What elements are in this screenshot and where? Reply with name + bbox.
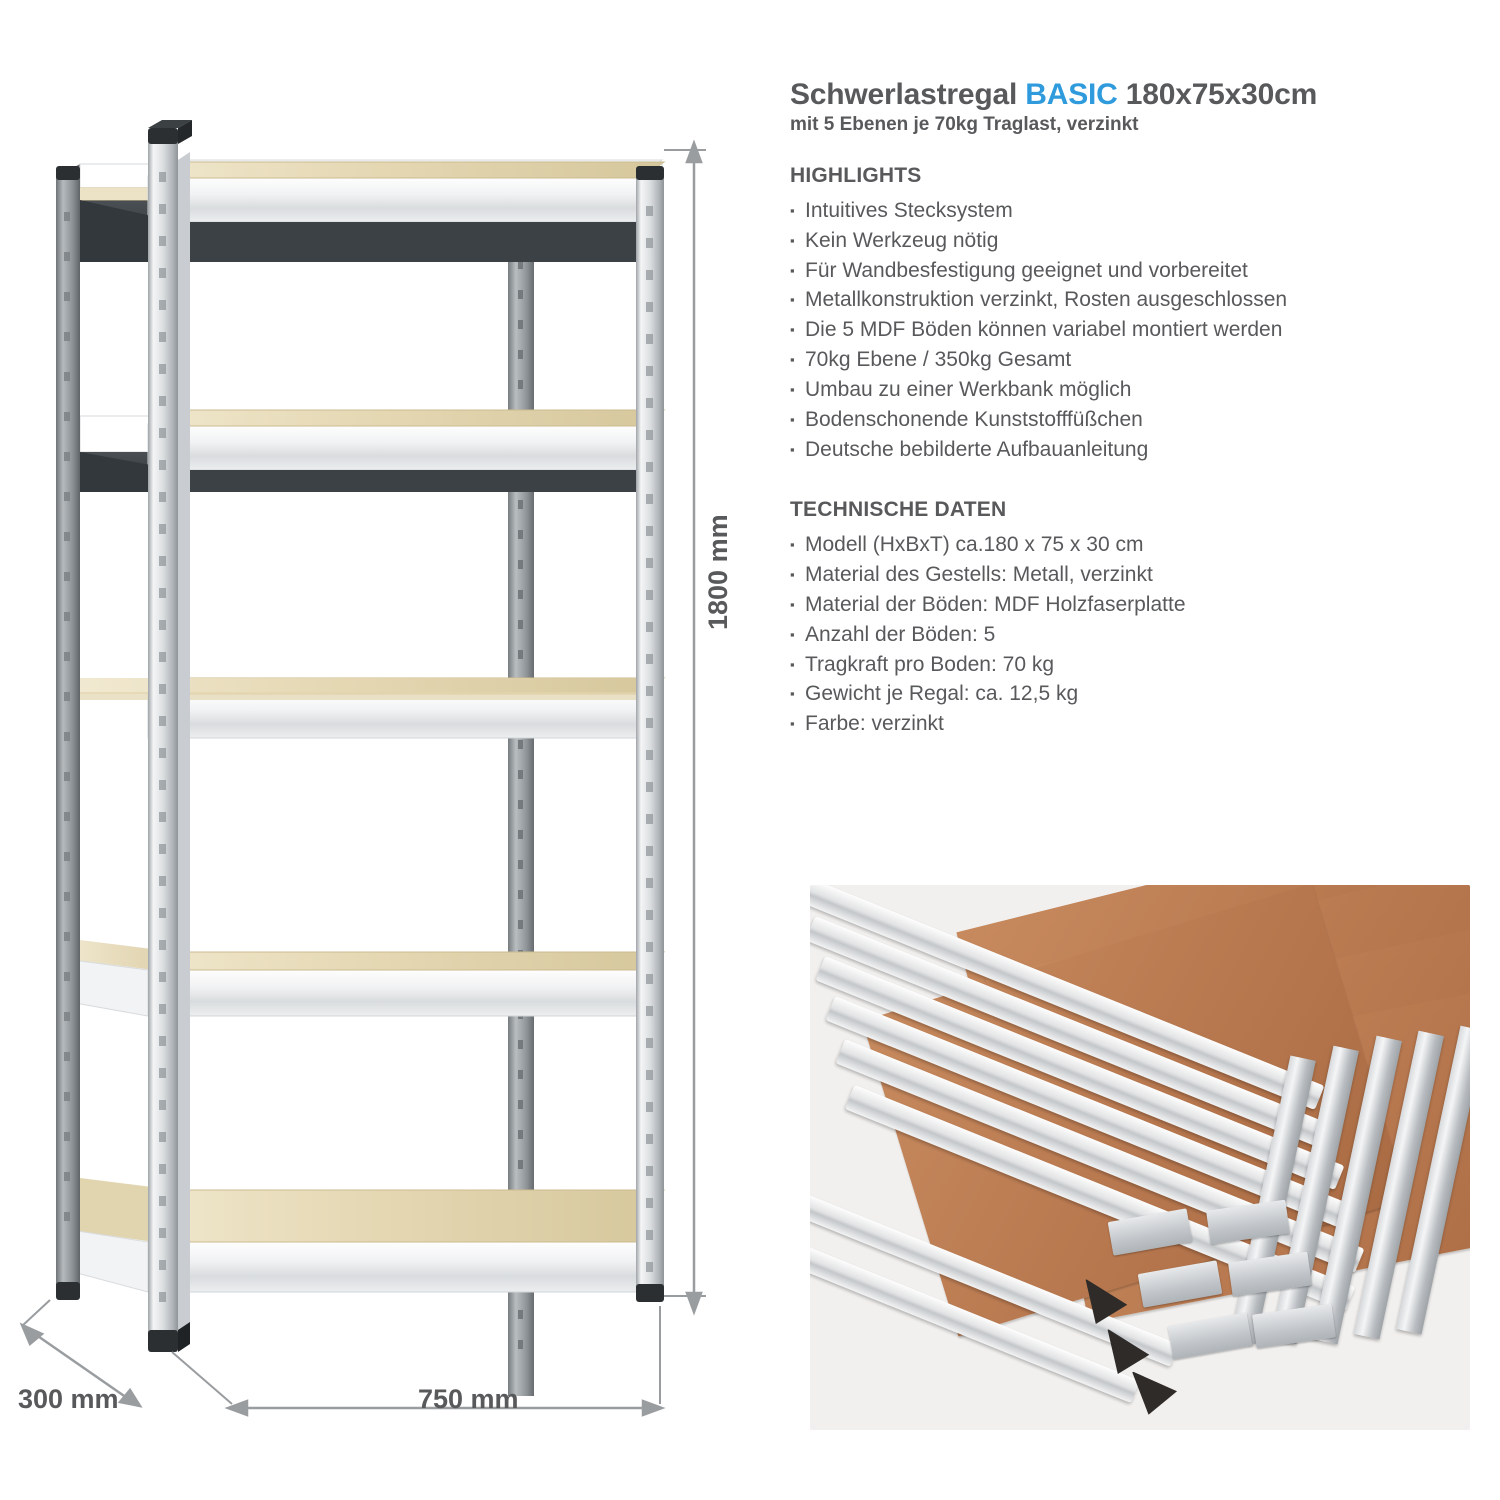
list-item: ▪ Die 5 MDF Böden können variabel montiert werden: [790, 315, 1490, 345]
product-details-panel: [790, 78, 1490, 773]
specs-list: [790, 530, 1490, 739]
list-item: ▪ Farbe: verzinkt: [790, 709, 1490, 739]
list-item: ▪ Intuitives Stecksystem: [790, 196, 1490, 226]
list-item: ▪ Gewicht je Regal: ca. 12,5 kg: [790, 679, 1490, 709]
highlights-list: [790, 196, 1490, 464]
product-title-size: 180x75x30cm: [1125, 78, 1318, 111]
list-item: ▪ Kein Werkzeug nötig: [790, 226, 1490, 256]
list-item: ▪ Material der Böden: MDF Holzfaserplatte: [790, 590, 1490, 620]
list-item: ▪ 70kg Ebene / 350kg Gesamt: [790, 345, 1490, 375]
product-subtitle: mit 5 Ebenen je 70kg Traglast, verzinkt: [790, 114, 1139, 135]
list-item: ▪ Material des Gestells: Metall, verzinkt: [790, 560, 1490, 590]
highlights-heading: HIGHLIGHTS: [790, 164, 922, 187]
list-item: ▪ Bodenschonende Kunststofffüßchen: [790, 405, 1490, 435]
list-item: ▪ Modell (HxBxT) ca.180 x 75 x 30 cm: [790, 530, 1490, 560]
dimension-depth-label: 300 mm: [18, 1384, 119, 1414]
list-item: ▪ Tragkraft pro Boden: 70 kg: [790, 650, 1490, 680]
list-item: ▪ Deutsche bebilderte Aufbauanleitung: [790, 435, 1490, 465]
list-item: ▪ Anzahl der Böden: 5: [790, 620, 1490, 650]
list-item: ▪ Umbau zu einer Werkbank möglich: [790, 375, 1490, 405]
product-title: [790, 78, 1490, 112]
product-title-brand: BASIC: [1025, 78, 1118, 111]
parts-photo: [810, 885, 1470, 1430]
product-title-main: Schwerlastregal: [790, 78, 1018, 111]
list-item: ▪ Für Wandbesfestigung geeignet und vorbereitet: [790, 256, 1490, 286]
dimension-height-label: 1800 mm: [703, 514, 733, 630]
specs-heading: TECHNISCHE DATEN: [790, 498, 1007, 522]
list-item: ▪ Metallkonstruktion verzinkt, Rosten ausgeschlossen: [790, 285, 1490, 315]
dimension-width-label: 750 mm: [418, 1384, 519, 1414]
